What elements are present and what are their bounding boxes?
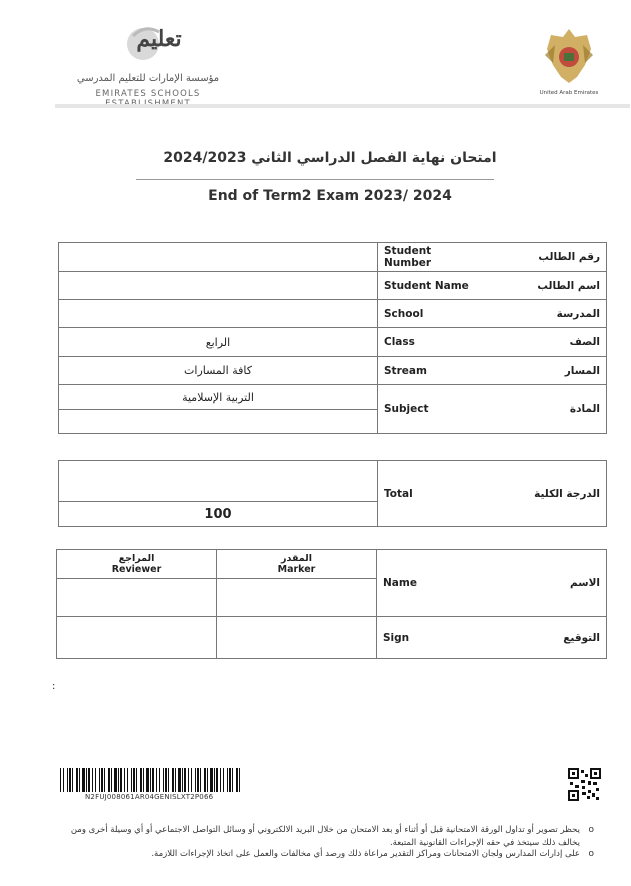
school-label-en: School xyxy=(378,300,480,328)
table-row xyxy=(57,617,607,659)
reviewer-label-en: Reviewer xyxy=(111,564,162,575)
student-number-label-en: Student Number xyxy=(378,243,480,272)
footer-note-1-text: يحظر تصوير أو تداول الورقة الامتحانية قبل أو أثناء أو بعد الامتحان من خلال البريد الالكتروني أو وسائل التواصل الاجتماعي أو أي وسيلة أخرى ومن يخالف ذلك سيتخذ في حقه الإجراءات القانونية المتبعة. xyxy=(70,825,580,848)
barcode-icon xyxy=(60,768,242,792)
stream-label-ar: المسار xyxy=(479,357,607,385)
reviewer-sign-field[interactable] xyxy=(57,617,217,659)
subject-value: التربية الإسلامية xyxy=(59,385,378,410)
marker-label-ar: المقدر xyxy=(281,553,312,564)
marker-name-field[interactable] xyxy=(217,579,377,617)
bullet-icon: o xyxy=(588,825,594,835)
signature-table xyxy=(56,549,607,659)
stream-value: كافة المسارات xyxy=(59,357,378,385)
tamleem-logo xyxy=(125,14,185,72)
table-row xyxy=(59,300,607,328)
footer-note-2 xyxy=(60,848,594,861)
subject-extra-field xyxy=(59,410,378,434)
exam-title-arabic: امتحان نهاية الفصل الدراسي الثاني 2024/2023 xyxy=(163,150,497,166)
total-score-field[interactable] xyxy=(59,461,378,502)
class-label-ar: الصف xyxy=(479,328,607,357)
student-number-field[interactable] xyxy=(59,243,378,272)
org-name-arabic: مؤسسة الإمارات للتعليم المدرسي xyxy=(76,73,220,84)
class-value: الرابع xyxy=(59,328,378,357)
qr-code-icon xyxy=(568,768,601,801)
sign-label-ar: التوقيع xyxy=(478,617,607,659)
stray-mark: : xyxy=(52,681,56,692)
title-divider xyxy=(136,179,494,180)
falcon-emblem-icon xyxy=(541,25,597,87)
school-field[interactable] xyxy=(59,300,378,328)
marker-sign-field[interactable] xyxy=(217,617,377,659)
org-name-english: EMIRATES SCHOOLS xyxy=(95,89,201,99)
name-label-ar: الاسم xyxy=(478,550,607,617)
table-row xyxy=(57,550,607,579)
qr-code xyxy=(568,768,601,801)
max-score: 100 xyxy=(59,502,378,527)
table-row xyxy=(59,328,607,357)
total-score-table xyxy=(58,460,607,527)
student-name-label-en: Student Name xyxy=(378,272,480,300)
stream-label-en: Stream xyxy=(378,357,480,385)
bullet-icon: o xyxy=(588,849,594,859)
school-label-ar: المدرسة xyxy=(479,300,607,328)
student-name-field[interactable] xyxy=(59,272,378,300)
reviewer-header xyxy=(57,550,217,579)
table-row xyxy=(59,357,607,385)
barcode-number: N2FUJ008061AR04GENISLXT2P066 xyxy=(85,793,214,801)
marker-header xyxy=(217,550,377,579)
table-row xyxy=(59,461,607,502)
student-number-label-ar: رقم الطالب xyxy=(479,243,607,272)
class-label-en: Class xyxy=(378,328,480,357)
footer-note-1 xyxy=(60,824,594,850)
table-row xyxy=(59,243,607,272)
header-divider xyxy=(55,104,630,108)
reviewer-name-field[interactable] xyxy=(57,579,217,617)
emblem-caption: United Arab Emirates xyxy=(539,90,599,96)
subject-label-en: Subject xyxy=(378,385,480,434)
student-info-table xyxy=(58,242,607,434)
subject-label-ar: المادة xyxy=(479,385,607,434)
table-row xyxy=(59,272,607,300)
logo-text: تعليم xyxy=(136,26,182,52)
student-name-label-ar: اسم الطالب xyxy=(479,272,607,300)
footer-note-2-text: على إدارات المدارس ولجان الامتحانات ومراكز التقدير مراعاة ذلك ورصد أي مخالفات والعمل على اتخاذ الإجراءات اللازمة. xyxy=(151,849,580,859)
name-label-en: Name xyxy=(377,550,479,617)
marker-label-en: Marker xyxy=(277,564,316,575)
table-row xyxy=(59,385,607,410)
reviewer-label-ar: المراجع xyxy=(118,553,155,564)
exam-title-english: End of Term2 Exam 2023/ 2024 xyxy=(208,188,452,204)
total-label-en: Total xyxy=(378,461,480,527)
total-label-ar: الدرجة الكلية xyxy=(479,461,607,527)
sign-label-en: Sign xyxy=(377,617,479,659)
uae-emblem xyxy=(541,25,597,87)
barcode xyxy=(60,768,242,792)
